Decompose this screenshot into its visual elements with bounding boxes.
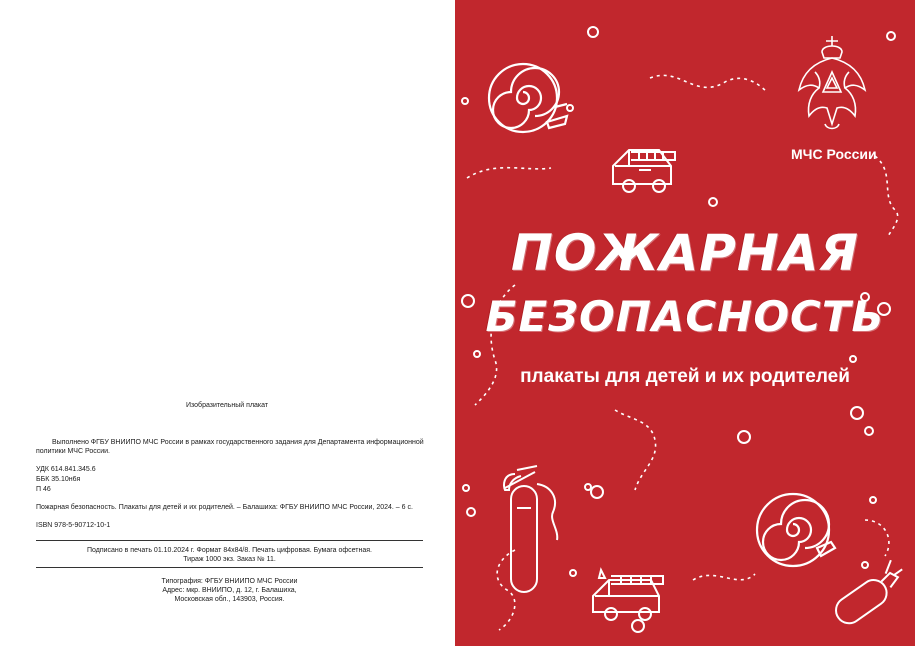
typography-line-2: Адрес: мкр. ВНИИПО, д. 12, г. Балашиха, [162, 587, 297, 594]
divider-top [36, 540, 423, 541]
fire-extinguisher-icon-bottom [829, 558, 912, 628]
fire-hose-icon [489, 64, 567, 132]
description-line-1: Выполнено ФГБУ ВНИИПО МЧС России в рамках государственного задания для Департамента информационной [52, 439, 424, 446]
genre-text: Изобразительный плакат [186, 402, 269, 409]
description-line-2: политики МЧС России. [36, 448, 110, 455]
print-info-line-2: Тираж 1000 экз. Заказ № 11. [183, 556, 276, 563]
fire-truck-icon-bottom [593, 570, 663, 620]
author-mark: П 46 [36, 486, 51, 493]
cover-subtitle: плакаты для детей и их родителей [520, 366, 850, 387]
fire-truck-icon [613, 150, 675, 192]
emblem-icon [795, 32, 869, 140]
cover-title-line-2: БЕЗОПАСНОСТЬ [485, 292, 885, 341]
bbk-code: ББК 35.10н6я [36, 476, 81, 483]
fire-extinguisher-icon [504, 466, 557, 592]
udk-code: УДК 614.841.345.6 [36, 466, 96, 473]
brand-label: МЧС России [791, 146, 877, 162]
typography-line-1: Типография: ФГБУ ВНИИПО МЧС России [161, 578, 298, 585]
fire-hose-icon-bottom [757, 494, 835, 566]
cover-page [455, 0, 915, 646]
typography-line-3: Московская обл., 143903, Россия. [174, 596, 285, 603]
divider-bottom [36, 567, 423, 568]
isbn-code: ISBN 978-5-90712-10-1 [36, 522, 111, 529]
cover-title-line-1: ПОЖАРНАЯ [511, 224, 859, 282]
imprint-page [0, 0, 455, 650]
bibliographic-record: Пожарная безопасность. Плакаты для детей и их родителей. – Балашиха: ФГБУ ВНИИПО МЧС России, 2024. – 6 с. [36, 504, 413, 511]
print-info-line-1: Подписано в печать 01.10.2024 г. Формат 84х84/8. Печать цифровая. Бумага офсетная. [86, 547, 372, 554]
